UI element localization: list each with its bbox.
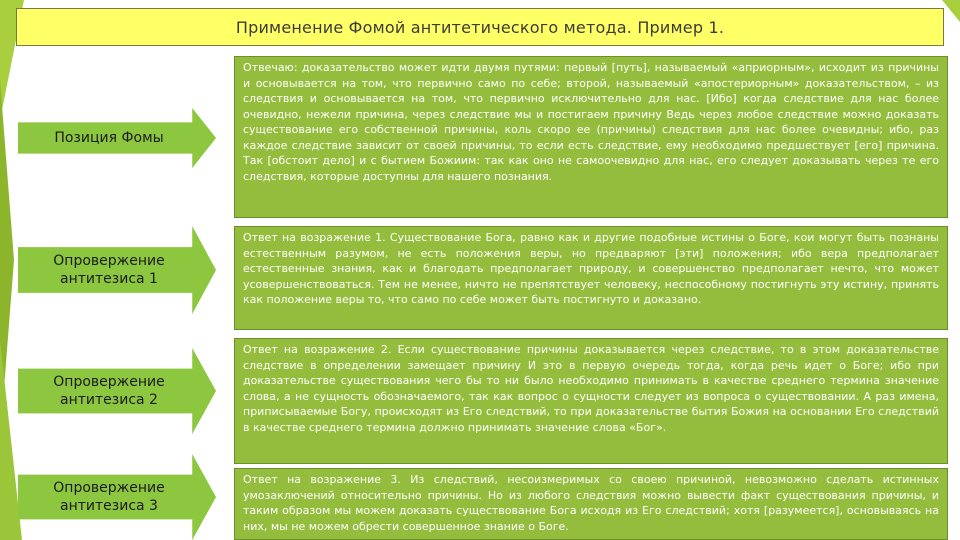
text-box: Ответ на возражение 1. Существование Бога, равно как и другие подобные истины о Боге, кои могут быть познаны естественным разумом, не есть положения веры, но предваряют [эти] положения; ибо вера предполагает естественные знания, как и благодать предполагает природу, и совершенство предполагает нечто, что может усовершенствоваться. Тем не менее, ничто не препятствует человеку, неспособному постигнуть эту истину, принять как положение веры то, что само по себе может быть постигнуто и доказано. (234, 226, 948, 330)
arrow-label: Опровержение антитезиса 2 (53, 374, 165, 408)
text-box: Отвечаю: доказательство может идти двумя путями: первый [путь], называемый «априорным», исходит из причины и основывается на том, что первично само по себе; второй, называемый «апостериорным» доказательством, – из следствия и основывается на том, что первично исключительно для нас. [Ибо] когда следствие для нас более очевидно, нежели причина, через следствие мы и постигаем причину Ведь через любое следствие можно доказать существование его собственной причины, коль скоро ее (причины) следствия для нас более очевидны; ибо, раз каждое следствие зависит от своей причины, то если есть следствие, ему необходимо предшествует [его] причина. Так [обстоит дело] и с бытием Божиим: так как оно не самоочевидно для нас, его следует доказывать через те его следствия, которые доступны для нашего познания. (234, 56, 948, 218)
arrow-label: Опровержение антитезиса 3 (53, 480, 165, 514)
text-box: Ответ на возражение 3. Из следствий, несоизмеримых со своею причиной, невозможно сделать истинных умозаключений относительно причины. Но из любого следствия можно вывести факт существования причины, и таким образом мы можем доказать существование Бога исходя из Его следствий; хотя [разумеется], основываясь на них, мы не можем обрести совершенное знание о Боге. (234, 468, 948, 540)
arrow-label: Позиция Фомы (54, 130, 164, 146)
text-box: Ответ на возражение 2. Если существование причины доказывается через следствие, то в этом доказательстве следствие в определении замещает причину И это в первую очередь тогда, когда речь идет о Боге; ибо при доказательстве существования чего бы то ни было необходимо принимать в качестве среднего термина значение слова, а не сущность обозначаемого, так как вопрос о сущности следует из вопроса о существовании. А раз имена, приписываемые Богу, происходят из Его следствий, то при доказательстве бытия Божия на основании Его следствий в качестве среднего термина должно принимать значение слова «Бог». (234, 338, 948, 464)
arrow-label: Опровержение антитезиса 1 (53, 253, 165, 287)
slide-title: Применение Фомой антитетического метода. Пример 1. (16, 8, 944, 46)
decorative-corner-right (942, 0, 960, 22)
